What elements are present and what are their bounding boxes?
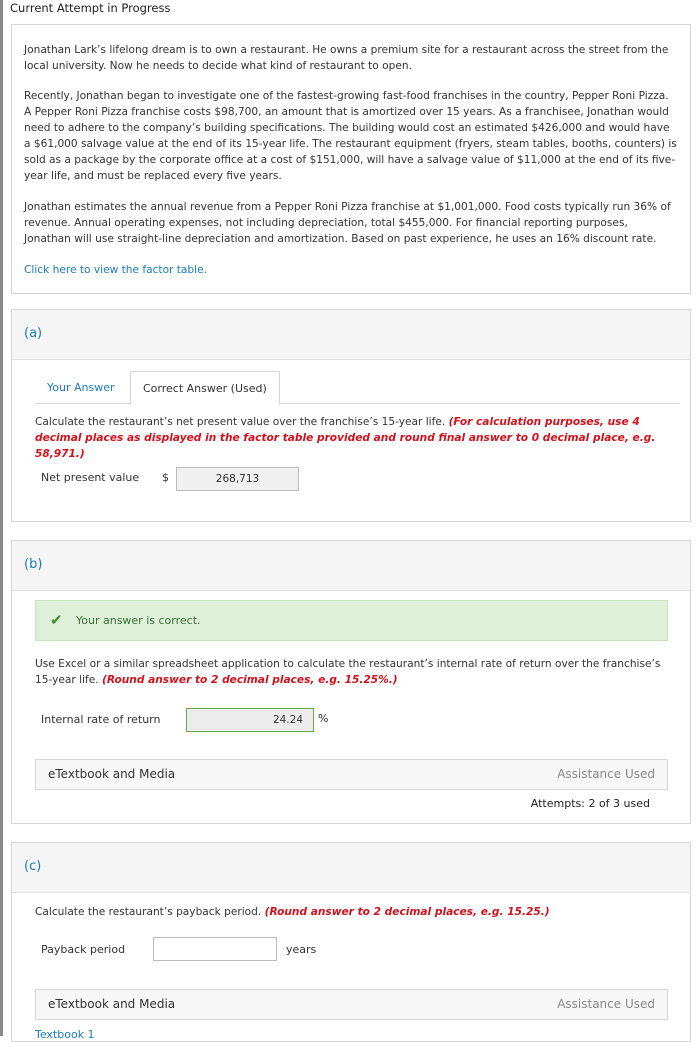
part-a-instruction: (For calculation purposes, use 4 decimal places as displayed in the factor table provided and round final answer to 0 decimal place, e.g. 58,971.) xyxy=(35,416,656,460)
payback-label: Payback period xyxy=(41,943,126,956)
currency-symbol: $ xyxy=(162,471,169,484)
attempts-counter: Attempts: 2 of 3 used xyxy=(530,797,650,810)
part-a-question xyxy=(35,414,675,462)
irr-label: Internal rate of return xyxy=(41,713,161,726)
part-c-label: (c) xyxy=(24,859,42,874)
part-c-panel xyxy=(11,842,691,1042)
irr-input[interactable]: 24.24 xyxy=(186,708,314,732)
textbook-link-partial[interactable]: Textbook 1 xyxy=(35,1028,95,1041)
part-c-instruction: (Round answer to 2 decimal places, e.g. 15.25.) xyxy=(264,906,550,918)
assistance-used-label-c: Assistance Used xyxy=(557,997,655,1011)
intro-paragraph-3: Jonathan estimates the annual revenue from a Pepper Roni Pizza franchise at $1,001,000. Food costs typically run 36% of revenue. Annual operating expenses, not including depreciation, total $455,000. For financial reporting purposes, Jonathan will use straight-line depreciation and amortization. Based on past experience, he uses an 16% discount rate. xyxy=(24,201,671,245)
part-c-question xyxy=(35,904,675,920)
etextbook-media-label[interactable]: eTextbook and Media xyxy=(48,767,176,781)
part-b-instruction: (Round answer to 2 decimal places, e.g. 15.25%.) xyxy=(102,674,398,686)
payback-input[interactable] xyxy=(153,937,277,961)
part-c-header xyxy=(12,843,690,893)
years-unit: years xyxy=(286,943,317,956)
etextbook-media-bar-c[interactable] xyxy=(35,989,668,1020)
tab-correct-answer[interactable]: Correct Answer (Used) xyxy=(130,371,280,405)
intro-paragraph-2: Recently, Jonathan began to investigate one of the fastest-growing fast-food franchises in the country, Pepper Roni Pizza. A Pepper Roni Pizza franchise costs $98,700, an amount that is amortized over 15 years. As a franchisee, Jonathan would need to adhere to the company’s building specifications. The building would cost an estimated $426,000 and would have a $61,000 salvage value at the end of its 15-year life. The restaurant equipment (fryers, steam tables, booths, counters) is sold as a package by the corporate office at a cost of $151,000, will have a salvage value of $11,000 at the end of its five-year life, and must be replaced every five years. xyxy=(24,90,677,182)
tab-your-answer[interactable]: Your Answer xyxy=(47,381,115,394)
checkmark-icon: ✔ xyxy=(50,611,63,629)
part-a-label: (a) xyxy=(24,326,43,341)
npv-input[interactable]: 268,713 xyxy=(176,467,299,491)
part-a-panel xyxy=(11,309,691,522)
left-border xyxy=(0,0,3,1036)
part-b-question xyxy=(35,656,675,688)
part-b-label: (b) xyxy=(24,557,43,572)
correct-answer-banner xyxy=(35,600,668,641)
problem-statement xyxy=(11,24,691,294)
answer-tabs xyxy=(35,371,680,404)
etextbook-media-label-c[interactable]: eTextbook and Media xyxy=(48,997,176,1011)
part-c-question-text: Calculate the restaurant’s payback period. xyxy=(35,906,265,918)
part-a-question-text: Calculate the restaurant’s net present value over the franchise’s 15-year life. xyxy=(35,416,449,428)
page-title: Current Attempt in Progress xyxy=(10,1,171,15)
factor-table-link[interactable]: Click here to view the factor table. xyxy=(24,264,207,276)
part-a-header xyxy=(12,310,690,360)
npv-label: Net present value xyxy=(41,471,140,484)
etextbook-media-bar[interactable] xyxy=(35,759,668,790)
assistance-used-label: Assistance Used xyxy=(557,767,655,781)
percent-unit: % xyxy=(318,712,329,725)
part-b-header xyxy=(12,541,690,591)
part-b-question-text: Use Excel or a similar spreadsheet application to calculate the restaurant’s internal rate of return over the franchise’s 15-year life. xyxy=(35,658,661,686)
part-b-panel xyxy=(11,540,691,824)
intro-paragraph-1: Jonathan Lark’s lifelong dream is to own a restaurant. He owns a premium site for a restaurant across the street from the local university. Now he needs to decide what kind of restaurant to open. xyxy=(24,44,669,72)
correct-message: Your answer is correct. xyxy=(76,614,201,627)
